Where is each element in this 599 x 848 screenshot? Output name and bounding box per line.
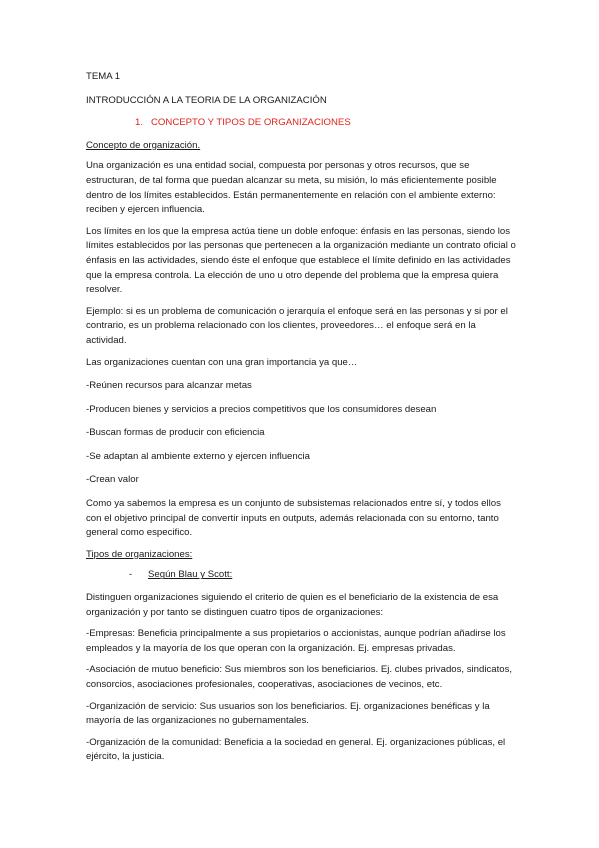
paragraph-comunidad: -Organización de la comunidad: Beneficia a la sociedad en general. Ej. organizaciones públicas, el ejército, la justicia. xyxy=(86,736,506,763)
paragraph-criteria: Distinguen organizaciones siguiendo el criterio de quien es el beneficiario de la existencia de esa organización y por tanto se distinguen cuatro tipos de organizaciones: xyxy=(86,592,499,618)
document-body xyxy=(86,70,516,772)
paragraph-mutuo-beneficio: -Asociación de mutuo beneficio: Sus miembros son los beneficiarios. Ej. clubes privados, sindicatos, consorcios, asociaciones profesionales, cooperativas, asociaciones de vecinos, etc. xyxy=(86,664,513,690)
paragraph-definition: Una organización es una entidad social, compuesta por personas y otros recursos, que se estructuran, de tal forma que puedan alcanzar su meta, su misión, lo más eficientemente posible dentro de los límites establecidos. Están permanentemente en relación con el ambiente externo: reciben y ejercen influencia. xyxy=(86,160,497,216)
list-item: -Producen bienes y servicios a precios competitivos que los consumidores desean xyxy=(86,403,437,415)
section-title: CONCEPTO Y TIPOS DE ORGANIZACIONES xyxy=(151,117,351,129)
concepto-heading: Concepto de organización. xyxy=(86,139,201,151)
section-number: 1. xyxy=(135,117,144,129)
tipos-heading: Tipos de organizaciones: xyxy=(86,548,193,560)
paragraph-servicio: -Organización de servicio: Sus usuarios son los beneficiarios. Ej. organizaciones benéficas y la mayoría de las organizaciones no gubernamentales. xyxy=(86,700,490,727)
section-heading xyxy=(135,116,516,131)
paragraph-importance: Las organizaciones cuentan con una gran importancia ya que… xyxy=(86,356,358,368)
paragraph-subsystems: Como ya sabemos la empresa es un conjunto de subsistemas relacionados entre sí, y todos ellos con el objetivo principal de convertir inputs en outputs, además relacionada con su entorno, tanto general como especifico. xyxy=(86,498,501,539)
dash-marker: - xyxy=(129,569,133,581)
paragraph-limits: Los límites en los que la empresa actúa tiene un doble enfoque: énfasis en las personas, siendo los límites establecidos por las personas que pertenecen a la organización mediante un contrato oficial o énfasis en las actividades, siendo éste el enfoque que establece el límite definido en las actividades que la empresa controla. La elección de uno u otro depende del problema que la empresa quiera resolver. xyxy=(86,225,516,296)
tema-label: TEMA 1 xyxy=(86,71,121,82)
sub-heading-blau-scott xyxy=(129,568,516,583)
list-item: -Buscan formas de producir con eficiencia xyxy=(86,427,265,439)
sub-heading-label: Según Blau y Scott: xyxy=(148,569,233,581)
list-item: -Se adaptan al ambiente externo y ejercen influencia xyxy=(86,450,310,462)
paragraph-empresas: -Empresas: Beneficia principalmente a sus propietarios o accionistas, aunque podrían añadirse los empleados y la mayoría de los que operan con la organización. Ej. empresas privadas. xyxy=(86,628,506,654)
main-title: INTRODUCCIÓN A LA TEORIA DE LA ORGANIZACIÓN xyxy=(86,94,327,106)
list-item: -Reúnen recursos para alcanzar metas xyxy=(86,380,252,392)
list-item: -Crean valor xyxy=(86,474,139,486)
paragraph-example: Ejemplo: si es un problema de comunicación o jerarquía el enfoque será en las personas y si por el contrario, es un problema relacionado con los clientes, proveedores… el enfoque será en la actividad. xyxy=(86,305,508,346)
